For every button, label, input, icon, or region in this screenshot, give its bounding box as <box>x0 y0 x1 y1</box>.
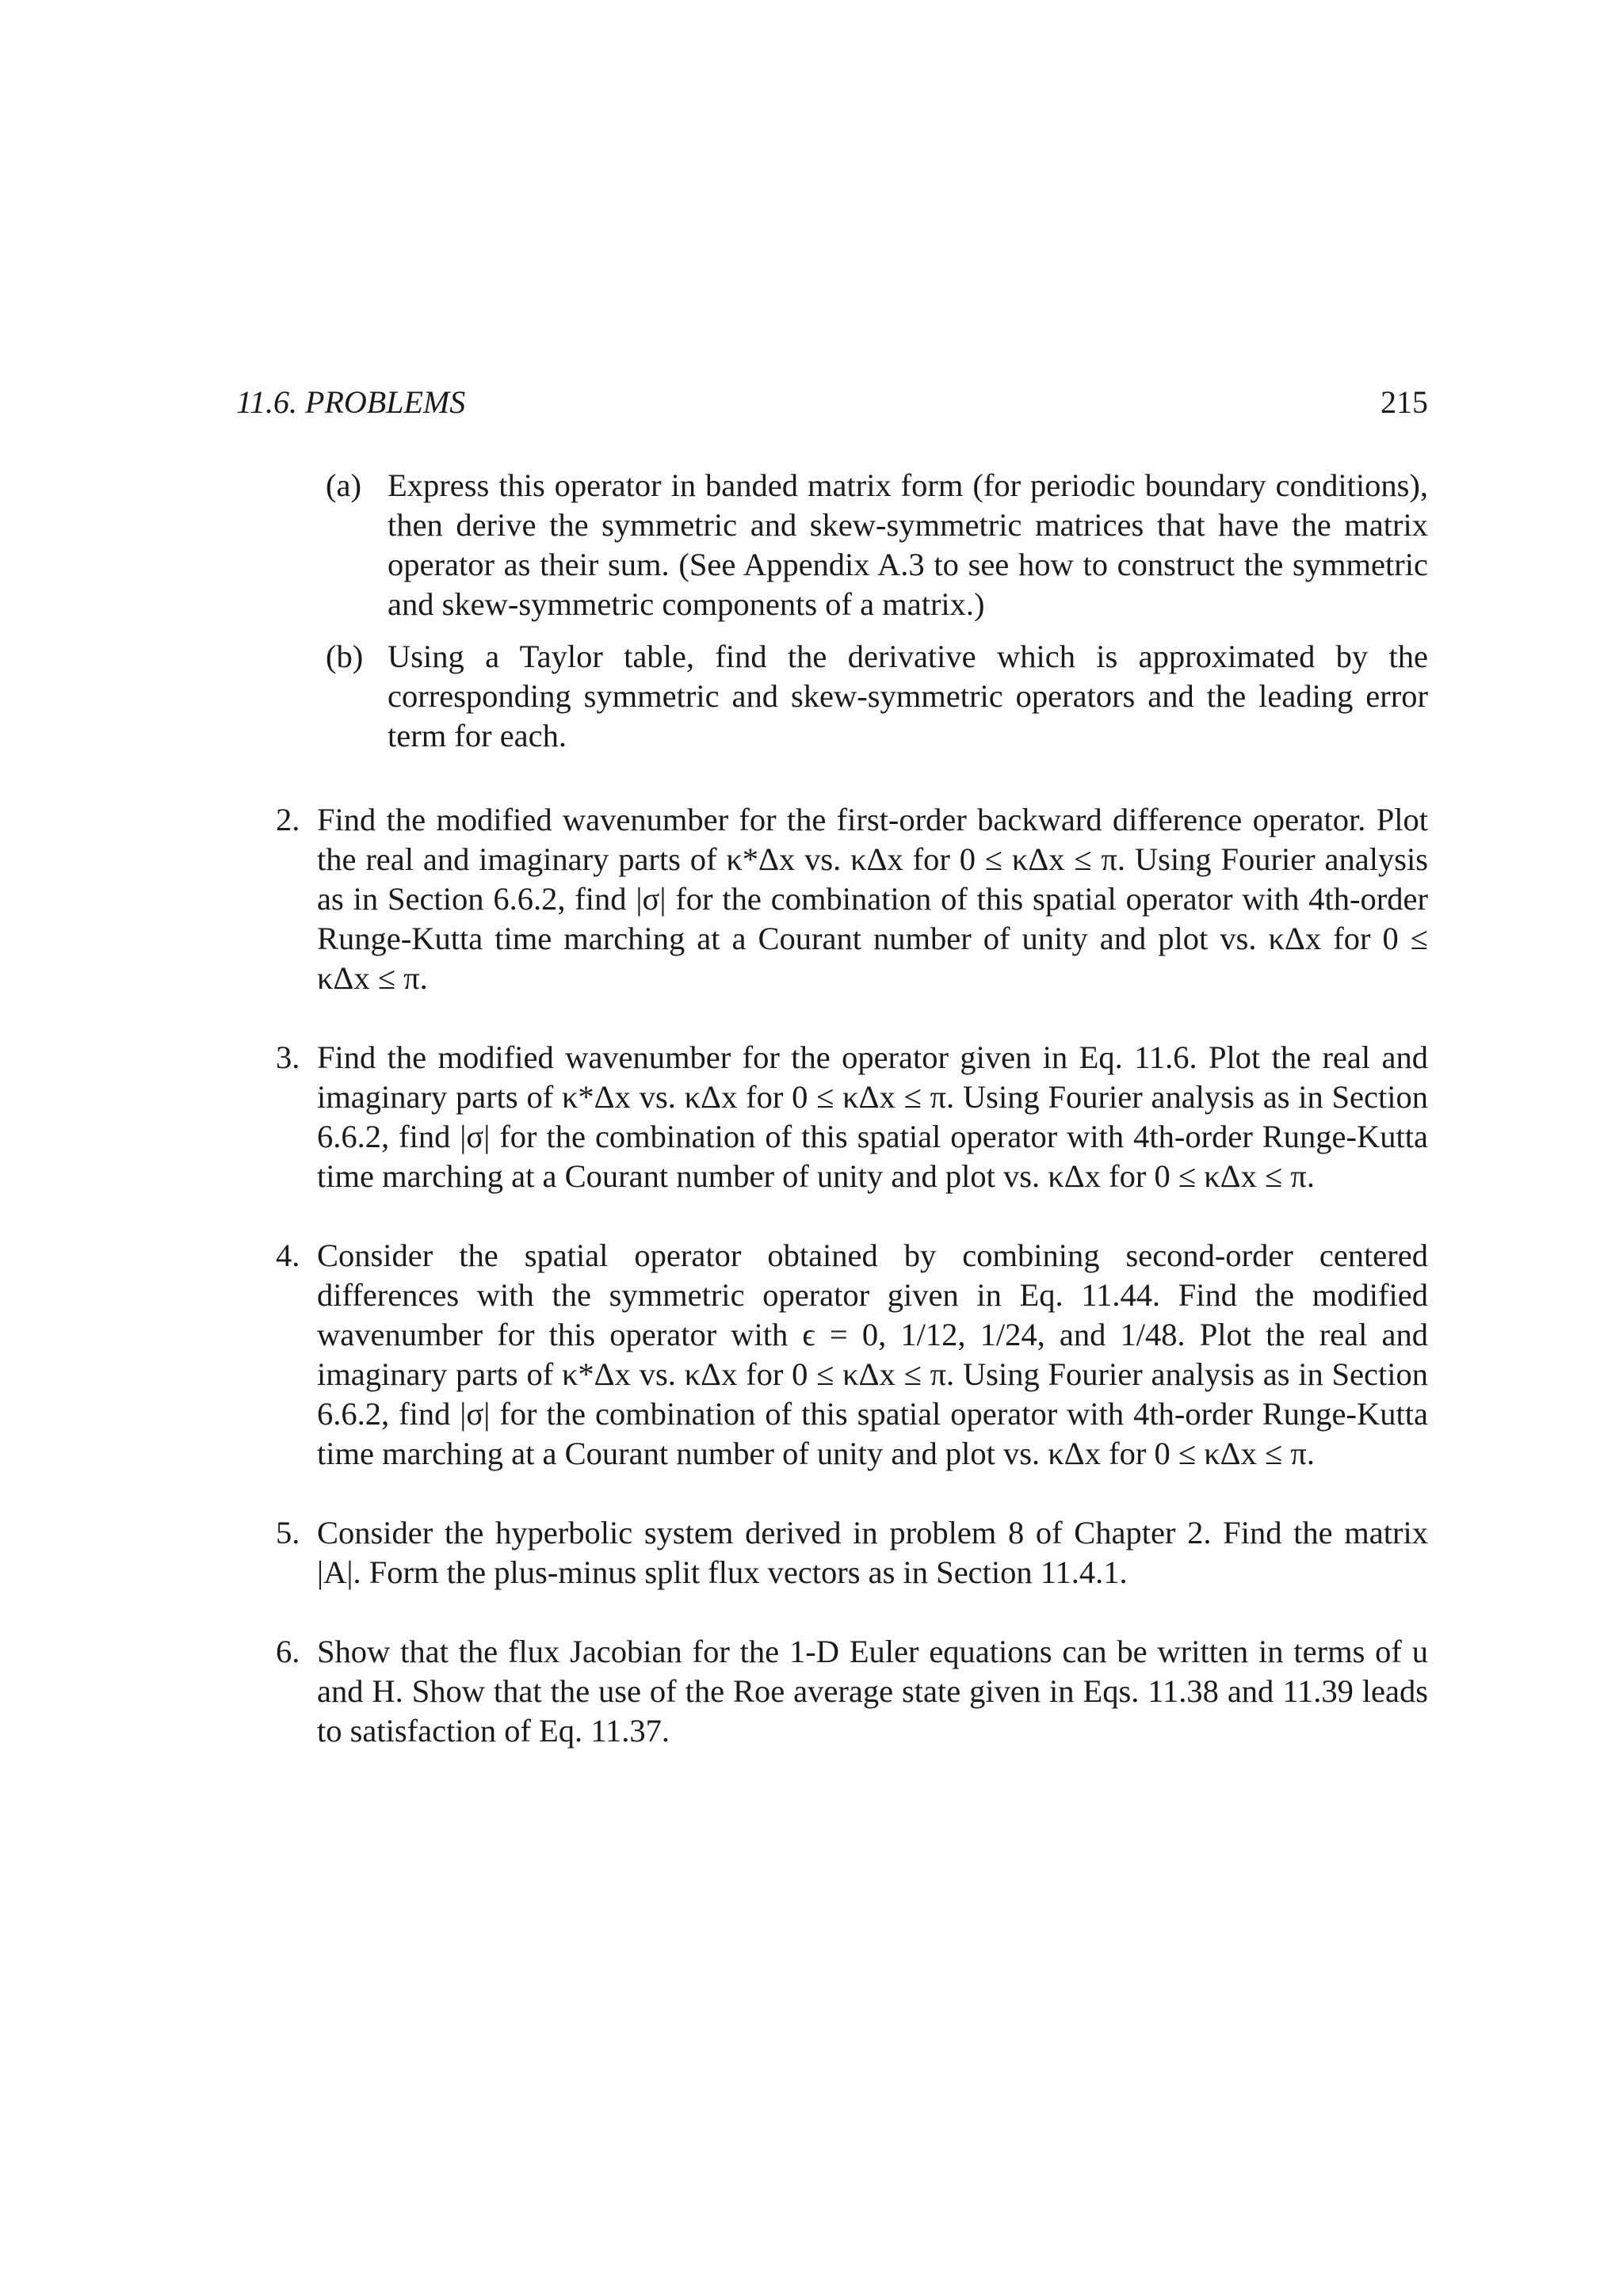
running-header <box>236 383 1428 421</box>
problem-6 <box>236 1632 1428 1751</box>
problems-body <box>236 466 1428 1751</box>
problem-number: 3. <box>276 1039 300 1075</box>
problem-text: Consider the spatial operator obtained by combining second-order centered differences with the symmetric operator given in Eq. 11.44. Find the modified wavenumber for this operator with ϵ = 0, 1/12, 1/24, and 1/48. Plot the real and imaginary parts of κ*Δx vs. κΔx for 0 ≤ κΔx ≤ π. Using Fourier analysis as in Section 6.6.2, find |σ| for the combination of this spatial operator with 4th-order Runge-Kutta time marching at a Courant number of unity and plot vs. κΔx for 0 ≤ κΔx ≤ π. <box>317 1238 1428 1471</box>
problem-text: Show that the flux Jacobian for the 1-D Euler equations can be written in terms of u and H. Show that the use of the Roe average state given in Eqs. 11.38 and 11.39 leads to satisfaction of Eq. 11.37. <box>317 1634 1428 1749</box>
page-number: 215 <box>1381 384 1428 420</box>
problem-number: 4. <box>276 1238 300 1273</box>
problem-number: 5. <box>276 1515 300 1550</box>
section-title: 11.6. PROBLEMS <box>236 384 466 420</box>
problem-text: Find the modified wavenumber for the operator given in Eq. 11.6. Plot the real and imaginary parts of κ*Δx vs. κΔx for 0 ≤ κΔx ≤ π. Using Fourier analysis as in Section 6.6.2, find |σ| for the combination of this spatial operator with 4th-order Runge-Kutta time marching at a Courant number of unity and plot vs. κΔx for 0 ≤ κΔx ≤ π. <box>317 1039 1428 1194</box>
problem-text: Consider the hyperbolic system derived in problem 8 of Chapter 2. Find the matrix |A|. Form the plus-minus split flux vectors as in Section 11.4.1. <box>317 1515 1428 1590</box>
subitem-b <box>236 637 1428 756</box>
problem-number: 6. <box>276 1634 300 1669</box>
subitem-label: (b) <box>326 639 364 674</box>
subitem-label: (a) <box>326 467 361 503</box>
problem-4 <box>236 1236 1428 1474</box>
problem-5 <box>236 1513 1428 1592</box>
subitem-a <box>236 466 1428 624</box>
problem-2 <box>236 800 1428 998</box>
problem-text: Find the modified wavenumber for the first-order backward difference operator. Plot the real and imaginary parts of κ*Δx vs. κΔx for 0 ≤ κΔx ≤ π. Using Fourier analysis as in Section 6.6.2, find |σ| for the combination of this spatial operator with 4th-order Runge-Kutta time marching at a Courant number of unity and plot vs. κΔx for 0 ≤ κΔx ≤ π. <box>317 802 1428 996</box>
subitem-text: Express this operator in banded matrix form (for periodic boundary conditions), then derive the symmetric and skew-symmetric matrices that have the matrix operator as their sum. (See Appendix A.3 to see how to construct the symmetric and skew-symmetric components of a matrix.) <box>388 467 1428 622</box>
problem-number: 2. <box>276 802 300 837</box>
subitem-text: Using a Taylor table, find the derivative which is approximated by the corresponding symmetric and skew-symmetric operators and the leading error term for each. <box>388 639 1428 753</box>
problem-3 <box>236 1038 1428 1196</box>
